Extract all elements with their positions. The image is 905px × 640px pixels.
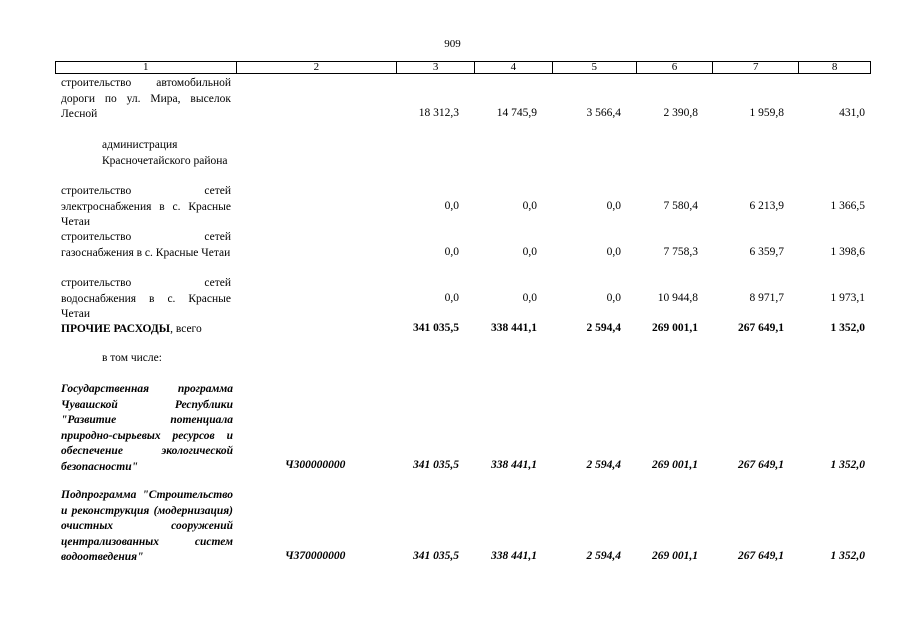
header-col-4: 4: [475, 62, 553, 73]
value-col6: 7 580,4: [663, 200, 698, 212]
value-col5: 0,0: [606, 292, 621, 304]
value-col3: 0,0: [444, 200, 459, 212]
value-col3: 18 312,3: [418, 107, 459, 119]
row-description-bold: ПРОЧИЕ РАСХОДЫ: [61, 323, 171, 335]
value-col7: 267 649,1: [738, 322, 784, 334]
value-col4: 338 441,1: [491, 550, 537, 562]
row-description: [61, 322, 231, 338]
value-col8: 431,0: [839, 107, 865, 119]
header-col-8: 8: [831, 61, 838, 73]
value-col5: 2 594,4: [586, 459, 621, 471]
value-col4: 338 441,1: [491, 322, 537, 334]
value-col5: 2 594,4: [586, 322, 621, 334]
value-col5: 0,0: [606, 246, 621, 258]
row-description: Государственная программа Чувашской Республики "Развитие потенциала природно-сырьевых ресурсов и обеспечение экологической безопасности": [61, 383, 233, 473]
header-col-6: 6: [637, 62, 714, 73]
value-col6: 269 001,1: [652, 550, 698, 562]
row-description: строительство сетей водоснабжения в с. Красные Четаи: [61, 277, 231, 320]
value-col6: 269 001,1: [652, 459, 698, 471]
row-description: строительство сетей газоснабжения в с. Красные Четаи: [61, 231, 231, 259]
value-col4: 0,0: [522, 246, 537, 258]
row-description-tail: , всего: [170, 323, 202, 335]
header-col-5: 5: [553, 62, 637, 73]
header-col-7: 7: [713, 62, 799, 73]
row-description: администрация Красночетайского района: [102, 139, 228, 167]
header-col-1: 1: [56, 62, 237, 73]
value-col8: 1 352,0: [830, 550, 865, 562]
row-description: строительство автомобильной дороги по ул. Мира, выселок Лесной: [61, 77, 231, 120]
row-description: строительство сетей электроснабжения в с. Красные Четаи: [61, 185, 231, 228]
value-col6: 10 944,8: [657, 292, 698, 304]
value-col5: 3 566,4: [586, 107, 621, 119]
value-col3: 341 035,5: [413, 550, 459, 562]
value-col8: 1 366,5: [830, 200, 865, 212]
value-col3: 0,0: [444, 292, 459, 304]
value-col8: 1 352,0: [830, 459, 865, 471]
value-col8: 1 973,1: [830, 292, 865, 304]
value-col7: 267 649,1: [738, 459, 784, 471]
value-col4: 338 441,1: [491, 459, 537, 471]
row-description: в том числе:: [102, 352, 162, 364]
value-col4: 14 745,9: [496, 107, 537, 119]
header-col-2: 2: [237, 62, 398, 73]
value-col6: 2 390,8: [663, 107, 698, 119]
value-col7: 6 213,9: [749, 200, 784, 212]
value-col4: 0,0: [522, 292, 537, 304]
value-col7: 6 359,7: [749, 246, 784, 258]
value-col8: 1 352,0: [830, 322, 865, 334]
value-col7: 267 649,1: [738, 550, 784, 562]
value-col3: 341 035,5: [413, 459, 459, 471]
value-col5: 0,0: [606, 200, 621, 212]
value-col4: 0,0: [522, 200, 537, 212]
value-col5: 2 594,4: [586, 550, 621, 562]
value-col7: 8 971,7: [749, 292, 784, 304]
row-code: Ч370000000: [285, 550, 346, 562]
row-description: Подпрограмма "Строительство и реконструкция (модернизация) очистных сооружений централизованных систем водоотведения": [61, 489, 233, 563]
row-code: Ч300000000: [285, 459, 346, 471]
value-col7: 1 959,8: [749, 107, 784, 119]
table-header: [55, 61, 871, 74]
value-col3: 0,0: [444, 246, 459, 258]
value-col3: 341 035,5: [413, 322, 459, 334]
page-number: 909: [444, 38, 461, 50]
value-col8: 1 398,6: [830, 246, 865, 258]
header-col-3: 3: [397, 62, 475, 73]
value-col6: 269 001,1: [652, 322, 698, 334]
value-col6: 7 758,3: [663, 246, 698, 258]
